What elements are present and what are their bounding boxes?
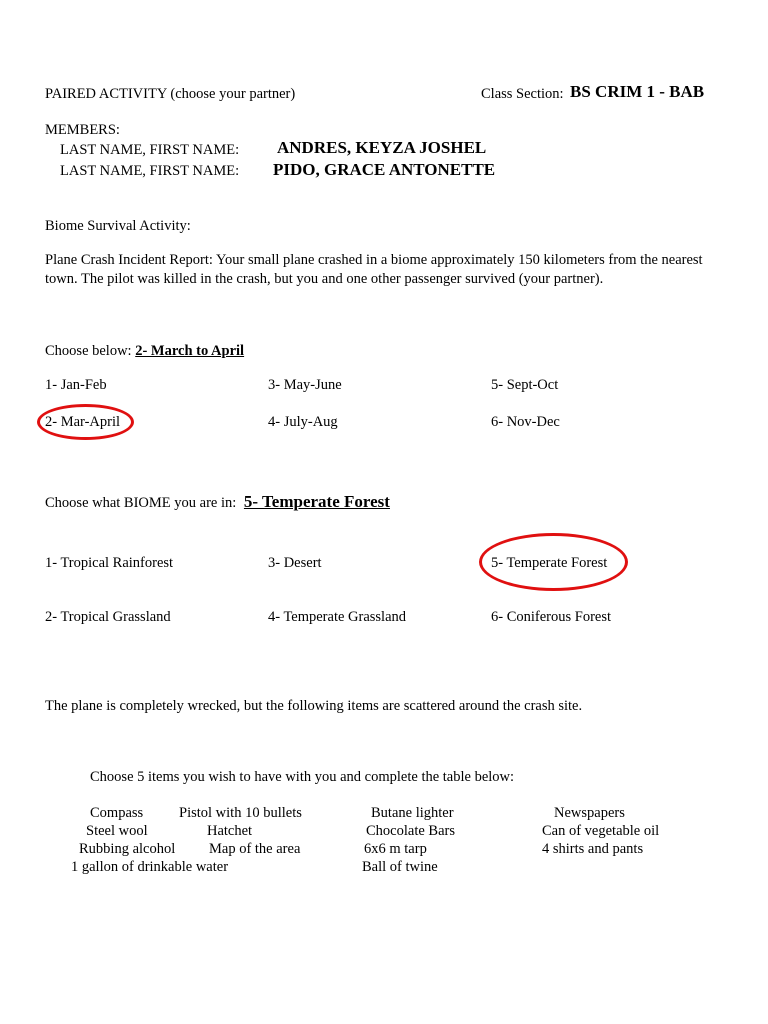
month-option-6: 6- Nov-Dec [491,414,560,430]
biome-option-5: 5- Temperate Forest [491,555,608,571]
wreck-description: The plane is completely wrecked, but the following items are scattered around the crash site. [45,698,583,714]
month-option-4: 4- July-Aug [268,414,338,430]
item-twine: Ball of twine [362,859,438,875]
item-newspapers: Newspapers [554,805,625,821]
item-water: 1 gallon of drinkable water [71,859,229,875]
item-hatchet: Hatchet [207,823,253,839]
item-chocolate-bars: Chocolate Bars [366,823,455,839]
biome-option-3: 3- Desert [268,555,322,571]
activity-title: PAIRED ACTIVITY (choose your partner) [45,86,296,102]
item-butane-lighter: Butane lighter [371,805,454,821]
biome-option-2: 2- Tropical Grassland [45,609,171,625]
months-prompt [45,342,244,360]
biome-prompt-label: Choose what BIOME you are in: [45,495,237,511]
items-instruction: Choose 5 items you wish to have with you and complete the table below: [90,769,515,785]
month-option-1: 1- Jan-Feb [45,377,107,393]
item-steel-wool: Steel wool [86,823,148,839]
class-section-label: Class Section: [481,86,564,102]
months-answer: 2- March to April [135,343,245,359]
biome-answer: 5- Temperate Forest [243,492,390,511]
activity-heading: Biome Survival Activity: [45,218,191,234]
member-1-label: LAST NAME, FIRST NAME: [60,142,240,158]
item-vegetable-oil: Can of vegetable oil [542,823,660,839]
biome-prompt [45,493,390,512]
class-section-value: BS CRIM 1 - BAB [570,82,705,101]
member-2-label: LAST NAME, FIRST NAME: [60,163,240,179]
month-option-3: 3- May-June [268,377,342,393]
member-1-name: ANDRES, KEYZA JOSHEL [277,138,487,157]
item-tarp: 6x6 m tarp [364,841,427,857]
month-option-5: 5- Sept-Oct [491,377,559,393]
biome-option-6: 6- Coniferous Forest [491,609,612,625]
item-map: Map of the area [209,841,301,857]
month-selection-circle [37,404,134,440]
biome-option-1: 1- Tropical Rainforest [45,555,174,571]
members-heading: MEMBERS: [45,122,120,138]
item-pistol: Pistol with 10 bullets [179,805,302,821]
months-prompt-label: Choose below: [45,343,132,359]
item-rubbing-alcohol: Rubbing alcohol [79,841,176,857]
incident-report: Plane Crash Incident Report: Your small plane crashed in a biome approximately 150 kilometers from the nearest town. The pilot was killed in the crash, but you and one other passenger survived (your partner). [45,252,703,287]
biome-option-4: 4- Temperate Grassland [268,609,407,625]
member-2-name: PIDO, GRACE ANTONETTE [273,160,496,179]
month-option-2: 2- Mar-April [45,414,121,430]
biome-selection-circle [479,533,628,591]
item-shirts-pants: 4 shirts and pants [542,841,644,857]
item-compass: Compass [90,805,144,821]
